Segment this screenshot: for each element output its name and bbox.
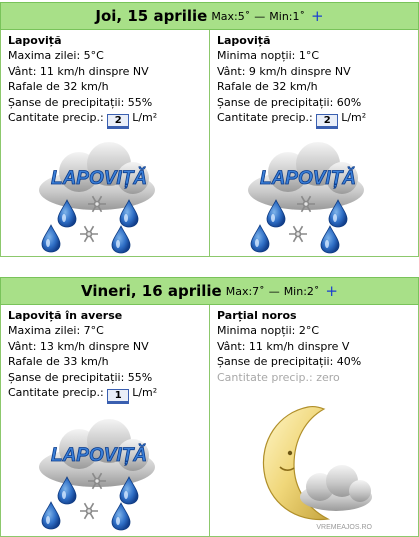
rain-gauge-icon: 2 xyxy=(316,114,338,127)
wind-line: Vânt: 11 km/h dinspre V xyxy=(217,339,350,353)
watermark-text: VREMEAJOS.RO xyxy=(316,524,372,531)
wind-line: Vânt: 9 km/h dinspre NV xyxy=(217,64,351,78)
condition-title: Lapoviță xyxy=(217,34,271,47)
temp-line: Maxima zilei: 7°C xyxy=(8,324,104,337)
precip-qty-unit: L/m² xyxy=(341,111,367,124)
max-temp: Max:5˚ xyxy=(211,9,251,23)
day-date: Joi, 15 aprilie xyxy=(95,7,208,25)
sleet-icon xyxy=(246,142,370,254)
separator: — xyxy=(254,9,266,23)
day-body xyxy=(0,30,419,257)
gust-line: Rafale de 33 km/h xyxy=(8,355,109,368)
precip-chance-line: Șanse de precipitații: 55% xyxy=(8,95,153,109)
precip-qty-line xyxy=(8,110,209,127)
expand-plus-icon[interactable]: + xyxy=(311,7,324,25)
precip-qty-unit: L/m² xyxy=(132,386,158,399)
separator: — xyxy=(268,284,280,298)
precip-chance-line: Șanse de precipitații: 60% xyxy=(217,95,362,109)
gust-line: Rafale de 32 km/h xyxy=(8,80,109,93)
icon-lettering: LAPOVIȚĂ xyxy=(50,168,148,189)
day-header xyxy=(0,2,419,30)
temp-line: Minima nopții: 1°C xyxy=(217,49,320,62)
wind-line: Vânt: 13 km/h dinspre NV xyxy=(8,339,149,353)
precip-qty-label: Cantitate precip.: xyxy=(8,111,104,124)
precip-chance-line: Șanse de precipitații: 55% xyxy=(8,370,153,384)
sleet-showers-icon xyxy=(37,419,161,531)
temp-line: Maxima zilei: 5°C xyxy=(8,49,104,62)
temp-line: Minima nopții: 2°C xyxy=(217,324,320,337)
precip-qty-line xyxy=(217,110,419,127)
moon-cloud-icon xyxy=(250,401,375,531)
gust-line: Rafale de 32 km/h xyxy=(217,80,318,93)
rain-gauge-icon: 2 xyxy=(107,114,129,127)
condition-title: Lapoviță în averse xyxy=(8,309,123,322)
day-panel-1 xyxy=(0,2,419,257)
sleet-icon xyxy=(37,142,161,254)
day-forecast xyxy=(1,305,210,536)
expand-plus-icon[interactable]: + xyxy=(325,282,338,300)
precip-qty-label: Cantitate precip.: xyxy=(8,386,104,399)
min-temp: Min:2˚ xyxy=(283,284,320,298)
precip-qty-line xyxy=(8,385,209,402)
day-panel-2 xyxy=(0,277,419,537)
condition-title: Parțial noros xyxy=(217,309,297,322)
night-forecast xyxy=(210,305,419,536)
precip-qty-unit: L/m² xyxy=(132,111,158,124)
precip-qty-label: Cantitate precip.: xyxy=(217,111,313,124)
icon-lettering: LAPOVIȚĂ xyxy=(259,168,357,189)
max-temp: Max:7˚ xyxy=(225,284,265,298)
condition-title: Lapoviță xyxy=(8,34,62,47)
precip-qty-line: Cantitate precip.: zero xyxy=(217,370,340,384)
day-body xyxy=(0,305,419,537)
precip-chance-line: Șanse de precipitații: 40% xyxy=(217,355,362,368)
day-header xyxy=(0,277,419,305)
min-temp: Min:1˚ xyxy=(269,9,305,23)
wind-line: Vânt: 11 km/h dinspre NV xyxy=(8,64,149,78)
day-forecast xyxy=(1,30,210,256)
icon-lettering: LAPOVIȚĂ xyxy=(50,445,148,466)
day-date: Vineri, 16 aprilie xyxy=(80,282,222,300)
rain-gauge-icon: 1 xyxy=(107,389,129,402)
night-forecast xyxy=(210,30,419,256)
